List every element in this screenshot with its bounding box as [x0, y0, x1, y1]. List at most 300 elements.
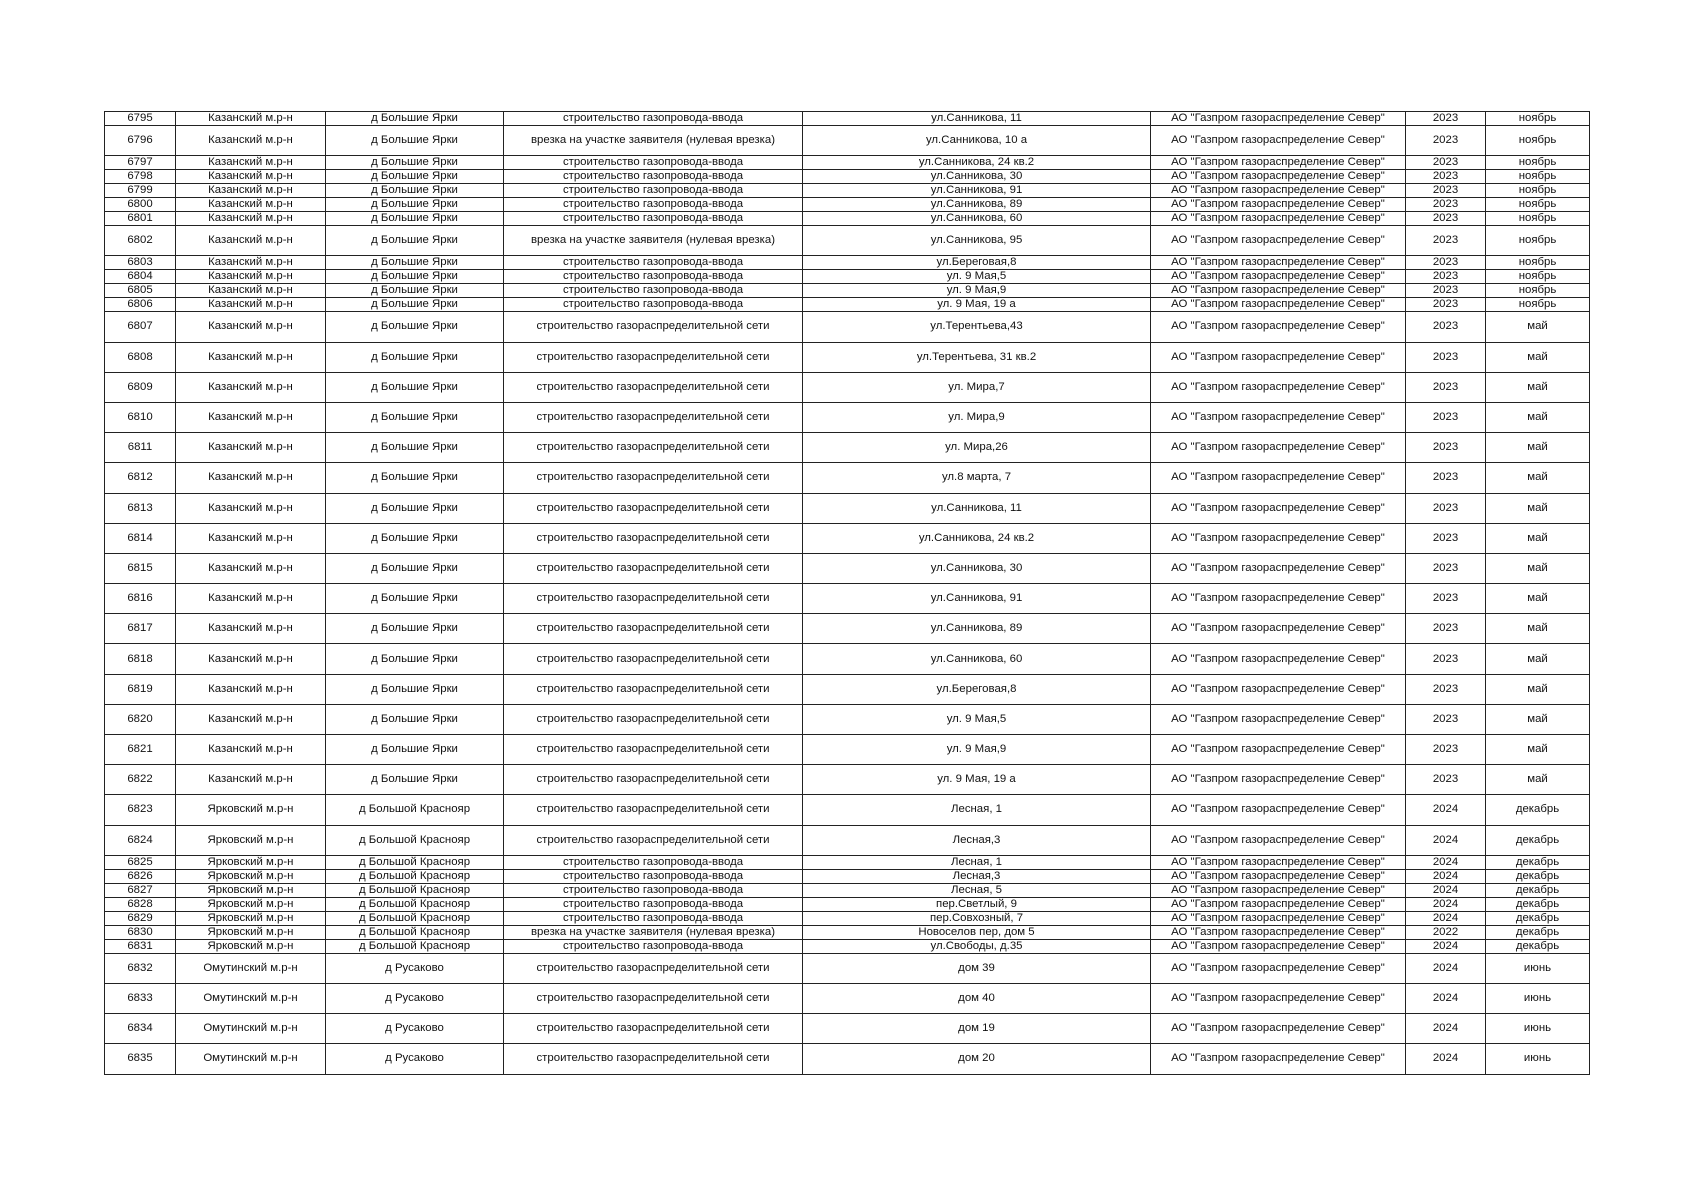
organization-cell: АО "Газпром газораспределение Север" — [1151, 126, 1406, 156]
row-number-cell: 6829 — [105, 911, 176, 925]
address-cell: ул.Терентьева, 31 кв.2 — [803, 342, 1151, 372]
table-row — [105, 212, 1590, 226]
district-cell: Казанский м.р-н — [176, 112, 326, 126]
row-number-cell: 6803 — [105, 256, 176, 270]
district-cell: Казанский м.р-н — [176, 523, 326, 553]
district-cell: Ярковский м.р-н — [176, 939, 326, 953]
address-cell: Новоселов пер, дом 5 — [803, 925, 1151, 939]
table-row — [105, 735, 1590, 765]
table-body — [105, 112, 1590, 1075]
month-cell: май — [1486, 463, 1590, 493]
month-cell: май — [1486, 402, 1590, 432]
month-cell: декабрь — [1486, 925, 1590, 939]
address-cell: ул.Санникова, 60 — [803, 644, 1151, 674]
row-number-cell: 6832 — [105, 953, 176, 983]
settlement-cell: д Большие Ярки — [326, 523, 504, 553]
work-type-cell: строительство газопровода-ввода — [504, 212, 803, 226]
year-cell: 2023 — [1406, 112, 1486, 126]
settlement-cell: д Большие Ярки — [326, 212, 504, 226]
year-cell: 2023 — [1406, 298, 1486, 312]
district-cell: Казанский м.р-н — [176, 433, 326, 463]
year-cell: 2023 — [1406, 463, 1486, 493]
year-cell: 2023 — [1406, 126, 1486, 156]
district-cell: Омутинский м.р-н — [176, 983, 326, 1013]
settlement-cell: д Большие Ярки — [326, 156, 504, 170]
table-row — [105, 911, 1590, 925]
year-cell: 2023 — [1406, 614, 1486, 644]
row-number-cell: 6800 — [105, 198, 176, 212]
table-row — [105, 795, 1590, 825]
district-cell: Казанский м.р-н — [176, 644, 326, 674]
work-type-cell: строительство газораспределительной сети — [504, 372, 803, 402]
settlement-cell: д Большие Ярки — [326, 312, 504, 342]
settlement-cell: д Большие Ярки — [326, 614, 504, 644]
gas-connection-table — [104, 111, 1590, 1075]
address-cell: ул.Санникова, 91 — [803, 584, 1151, 614]
organization-cell: АО "Газпром газораспределение Север" — [1151, 184, 1406, 198]
district-cell: Казанский м.р-н — [176, 170, 326, 184]
address-cell: ул.Санникова, 30 — [803, 170, 1151, 184]
district-cell: Казанский м.р-н — [176, 553, 326, 583]
work-type-cell: строительство газораспределительной сети — [504, 402, 803, 432]
address-cell: ул.Свободы, д.35 — [803, 939, 1151, 953]
settlement-cell: д Большой Краснояр — [326, 869, 504, 883]
address-cell: ул. 9 Мая,5 — [803, 704, 1151, 734]
row-number-cell: 6801 — [105, 212, 176, 226]
district-cell: Ярковский м.р-н — [176, 883, 326, 897]
district-cell: Казанский м.р-н — [176, 156, 326, 170]
address-cell: Лесная, 5 — [803, 883, 1151, 897]
work-type-cell: строительство газораспределительной сети — [504, 614, 803, 644]
table-row — [105, 939, 1590, 953]
month-cell: май — [1486, 312, 1590, 342]
work-type-cell: строительство газораспределительной сети — [504, 463, 803, 493]
month-cell: ноябрь — [1486, 270, 1590, 284]
work-type-cell: строительство газораспределительной сети — [504, 644, 803, 674]
year-cell: 2023 — [1406, 523, 1486, 553]
organization-cell: АО "Газпром газораспределение Север" — [1151, 644, 1406, 674]
address-cell: дом 19 — [803, 1014, 1151, 1044]
settlement-cell: д Большие Ярки — [326, 493, 504, 523]
settlement-cell: д Большие Ярки — [326, 298, 504, 312]
organization-cell: АО "Газпром газораспределение Север" — [1151, 925, 1406, 939]
organization-cell: АО "Газпром газораспределение Север" — [1151, 869, 1406, 883]
row-number-cell: 6828 — [105, 897, 176, 911]
year-cell: 2023 — [1406, 584, 1486, 614]
work-type-cell: строительство газопровода-ввода — [504, 156, 803, 170]
table-row — [105, 614, 1590, 644]
settlement-cell: д Большие Ярки — [326, 433, 504, 463]
work-type-cell: строительство газопровода-ввода — [504, 298, 803, 312]
table-row — [105, 402, 1590, 432]
settlement-cell: д Русаково — [326, 1044, 504, 1074]
month-cell: июнь — [1486, 1014, 1590, 1044]
work-type-cell: врезка на участке заявителя (нулевая врезка) — [504, 226, 803, 256]
organization-cell: АО "Газпром газораспределение Север" — [1151, 372, 1406, 402]
month-cell: декабрь — [1486, 883, 1590, 897]
month-cell: май — [1486, 674, 1590, 704]
organization-cell: АО "Газпром газораспределение Север" — [1151, 433, 1406, 463]
year-cell: 2024 — [1406, 939, 1486, 953]
row-number-cell: 6804 — [105, 270, 176, 284]
address-cell: ул. 9 Мая, 19 а — [803, 298, 1151, 312]
organization-cell: АО "Газпром газораспределение Север" — [1151, 674, 1406, 704]
year-cell: 2023 — [1406, 212, 1486, 226]
table-row — [105, 644, 1590, 674]
row-number-cell: 6806 — [105, 298, 176, 312]
district-cell: Омутинский м.р-н — [176, 953, 326, 983]
row-number-cell: 6808 — [105, 342, 176, 372]
row-number-cell: 6812 — [105, 463, 176, 493]
month-cell: май — [1486, 372, 1590, 402]
row-number-cell: 6831 — [105, 939, 176, 953]
month-cell: ноябрь — [1486, 298, 1590, 312]
organization-cell: АО "Газпром газораспределение Север" — [1151, 112, 1406, 126]
row-number-cell: 6807 — [105, 312, 176, 342]
address-cell: ул.Санникова, 60 — [803, 212, 1151, 226]
address-cell: дом 20 — [803, 1044, 1151, 1074]
row-number-cell: 6809 — [105, 372, 176, 402]
address-cell: ул.Санникова, 10 а — [803, 126, 1151, 156]
month-cell: ноябрь — [1486, 212, 1590, 226]
district-cell: Казанский м.р-н — [176, 126, 326, 156]
work-type-cell: строительство газораспределительной сети — [504, 493, 803, 523]
address-cell: ул. 9 Мая,5 — [803, 270, 1151, 284]
row-number-cell: 6830 — [105, 925, 176, 939]
month-cell: май — [1486, 735, 1590, 765]
address-cell: ул.8 марта, 7 — [803, 463, 1151, 493]
row-number-cell: 6810 — [105, 402, 176, 432]
row-number-cell: 6824 — [105, 825, 176, 855]
table-row — [105, 270, 1590, 284]
district-cell: Казанский м.р-н — [176, 184, 326, 198]
settlement-cell: д Русаково — [326, 953, 504, 983]
address-cell: Лесная,3 — [803, 869, 1151, 883]
table-row — [105, 883, 1590, 897]
address-cell: ул.Санникова, 11 — [803, 493, 1151, 523]
table-row — [105, 1044, 1590, 1074]
table-row — [105, 897, 1590, 911]
year-cell: 2023 — [1406, 433, 1486, 463]
settlement-cell: д Большой Краснояр — [326, 911, 504, 925]
month-cell: ноябрь — [1486, 126, 1590, 156]
table-row — [105, 156, 1590, 170]
table-row — [105, 463, 1590, 493]
district-cell: Казанский м.р-н — [176, 372, 326, 402]
district-cell: Казанский м.р-н — [176, 226, 326, 256]
settlement-cell: д Большие Ярки — [326, 584, 504, 614]
organization-cell: АО "Газпром газораспределение Север" — [1151, 226, 1406, 256]
work-type-cell: строительство газопровода-ввода — [504, 270, 803, 284]
district-cell: Казанский м.р-н — [176, 298, 326, 312]
organization-cell: АО "Газпром газораспределение Север" — [1151, 883, 1406, 897]
row-number-cell: 6834 — [105, 1014, 176, 1044]
address-cell: Лесная, 1 — [803, 855, 1151, 869]
address-cell: Лесная, 1 — [803, 795, 1151, 825]
table-row — [105, 869, 1590, 883]
address-cell: Лесная,3 — [803, 825, 1151, 855]
month-cell: декабрь — [1486, 869, 1590, 883]
year-cell: 2023 — [1406, 170, 1486, 184]
row-number-cell: 6811 — [105, 433, 176, 463]
work-type-cell: строительство газораспределительной сети — [504, 795, 803, 825]
row-number-cell: 6827 — [105, 883, 176, 897]
settlement-cell: д Большой Краснояр — [326, 939, 504, 953]
settlement-cell: д Большие Ярки — [326, 704, 504, 734]
row-number-cell: 6823 — [105, 795, 176, 825]
settlement-cell: д Большой Краснояр — [326, 883, 504, 897]
row-number-cell: 6796 — [105, 126, 176, 156]
work-type-cell: строительство газопровода-ввода — [504, 112, 803, 126]
table-row — [105, 112, 1590, 126]
address-cell: ул.Санникова, 24 кв.2 — [803, 523, 1151, 553]
settlement-cell: д Большие Ярки — [326, 463, 504, 493]
year-cell: 2023 — [1406, 493, 1486, 523]
settlement-cell: д Большой Краснояр — [326, 925, 504, 939]
work-type-cell: строительство газораспределительной сети — [504, 433, 803, 463]
settlement-cell: д Большие Ярки — [326, 256, 504, 270]
district-cell: Омутинский м.р-н — [176, 1014, 326, 1044]
row-number-cell: 6825 — [105, 855, 176, 869]
month-cell: ноябрь — [1486, 226, 1590, 256]
address-cell: ул. 9 Мая,9 — [803, 284, 1151, 298]
work-type-cell: строительство газораспределительной сети — [504, 553, 803, 583]
settlement-cell: д Большие Ярки — [326, 184, 504, 198]
month-cell: май — [1486, 765, 1590, 795]
row-number-cell: 6805 — [105, 284, 176, 298]
table-row — [105, 584, 1590, 614]
row-number-cell: 6798 — [105, 170, 176, 184]
month-cell: ноябрь — [1486, 284, 1590, 298]
table-row — [105, 765, 1590, 795]
table-row — [105, 704, 1590, 734]
district-cell: Казанский м.р-н — [176, 312, 326, 342]
row-number-cell: 6821 — [105, 735, 176, 765]
table-row — [105, 953, 1590, 983]
address-cell: ул. 9 Мая,9 — [803, 735, 1151, 765]
work-type-cell: строительство газопровода-ввода — [504, 911, 803, 925]
table-row — [105, 226, 1590, 256]
month-cell: июнь — [1486, 1044, 1590, 1074]
table-row — [105, 1014, 1590, 1044]
row-number-cell: 6814 — [105, 523, 176, 553]
organization-cell: АО "Газпром газораспределение Север" — [1151, 342, 1406, 372]
settlement-cell: д Большие Ярки — [326, 674, 504, 704]
settlement-cell: д Русаково — [326, 1014, 504, 1044]
district-cell: Казанский м.р-н — [176, 765, 326, 795]
settlement-cell: д Большие Ярки — [326, 112, 504, 126]
table-row — [105, 925, 1590, 939]
address-cell: ул.Береговая,8 — [803, 674, 1151, 704]
month-cell: ноябрь — [1486, 256, 1590, 270]
work-type-cell: строительство газораспределительной сети — [504, 1014, 803, 1044]
month-cell: май — [1486, 614, 1590, 644]
work-type-cell: строительство газораспределительной сети — [504, 983, 803, 1013]
organization-cell: АО "Газпром газораспределение Север" — [1151, 170, 1406, 184]
month-cell: май — [1486, 584, 1590, 614]
address-cell: пер.Совхозный, 7 — [803, 911, 1151, 925]
work-type-cell: строительство газопровода-ввода — [504, 855, 803, 869]
address-cell: ул.Береговая,8 — [803, 256, 1151, 270]
month-cell: май — [1486, 342, 1590, 372]
row-number-cell: 6822 — [105, 765, 176, 795]
month-cell: ноябрь — [1486, 112, 1590, 126]
organization-cell: АО "Газпром газораспределение Север" — [1151, 312, 1406, 342]
year-cell: 2023 — [1406, 644, 1486, 674]
month-cell: ноябрь — [1486, 170, 1590, 184]
address-cell: ул. Мира,7 — [803, 372, 1151, 402]
table-row — [105, 312, 1590, 342]
district-cell: Ярковский м.р-н — [176, 897, 326, 911]
organization-cell: АО "Газпром газораспределение Север" — [1151, 156, 1406, 170]
year-cell: 2024 — [1406, 869, 1486, 883]
year-cell: 2022 — [1406, 925, 1486, 939]
year-cell: 2023 — [1406, 372, 1486, 402]
district-cell: Ярковский м.р-н — [176, 925, 326, 939]
district-cell: Казанский м.р-н — [176, 493, 326, 523]
organization-cell: АО "Газпром газораспределение Север" — [1151, 1014, 1406, 1044]
organization-cell: АО "Газпром газораспределение Север" — [1151, 983, 1406, 1013]
year-cell: 2024 — [1406, 897, 1486, 911]
organization-cell: АО "Газпром газораспределение Север" — [1151, 523, 1406, 553]
district-cell: Казанский м.р-н — [176, 284, 326, 298]
settlement-cell: д Большие Ярки — [326, 198, 504, 212]
work-type-cell: строительство газораспределительной сети — [504, 953, 803, 983]
month-cell: июнь — [1486, 983, 1590, 1013]
organization-cell: АО "Газпром газораспределение Север" — [1151, 795, 1406, 825]
row-number-cell: 6817 — [105, 614, 176, 644]
year-cell: 2024 — [1406, 1044, 1486, 1074]
month-cell: май — [1486, 493, 1590, 523]
organization-cell: АО "Газпром газораспределение Север" — [1151, 911, 1406, 925]
address-cell: дом 40 — [803, 983, 1151, 1013]
district-cell: Казанский м.р-н — [176, 402, 326, 432]
work-type-cell: строительство газораспределительной сети — [504, 1044, 803, 1074]
table-row — [105, 674, 1590, 704]
year-cell: 2024 — [1406, 855, 1486, 869]
month-cell: май — [1486, 644, 1590, 674]
address-cell: ул. Мира,9 — [803, 402, 1151, 432]
year-cell: 2023 — [1406, 198, 1486, 212]
district-cell: Казанский м.р-н — [176, 584, 326, 614]
organization-cell: АО "Газпром газораспределение Север" — [1151, 939, 1406, 953]
month-cell: июнь — [1486, 953, 1590, 983]
settlement-cell: д Большие Ярки — [326, 342, 504, 372]
district-cell: Ярковский м.р-н — [176, 869, 326, 883]
settlement-cell: д Большие Ярки — [326, 765, 504, 795]
settlement-cell: д Русаково — [326, 983, 504, 1013]
row-number-cell: 6826 — [105, 869, 176, 883]
table-row — [105, 184, 1590, 198]
organization-cell: АО "Газпром газораспределение Север" — [1151, 953, 1406, 983]
month-cell: май — [1486, 523, 1590, 553]
organization-cell: АО "Газпром газораспределение Север" — [1151, 463, 1406, 493]
organization-cell: АО "Газпром газораспределение Север" — [1151, 614, 1406, 644]
month-cell: ноябрь — [1486, 156, 1590, 170]
work-type-cell: строительство газораспределительной сети — [504, 342, 803, 372]
year-cell: 2024 — [1406, 1014, 1486, 1044]
work-type-cell: строительство газопровода-ввода — [504, 869, 803, 883]
work-type-cell: строительство газопровода-ввода — [504, 939, 803, 953]
address-cell: ул. Мира,26 — [803, 433, 1151, 463]
table-row — [105, 825, 1590, 855]
row-number-cell: 6819 — [105, 674, 176, 704]
district-cell: Казанский м.р-н — [176, 270, 326, 284]
organization-cell: АО "Газпром газораспределение Север" — [1151, 584, 1406, 614]
work-type-cell: строительство газораспределительной сети — [504, 735, 803, 765]
district-cell: Ярковский м.р-н — [176, 825, 326, 855]
table-row — [105, 553, 1590, 583]
address-cell: ул.Санникова, 24 кв.2 — [803, 156, 1151, 170]
year-cell: 2023 — [1406, 704, 1486, 734]
address-cell: ул.Санникова, 91 — [803, 184, 1151, 198]
settlement-cell: д Большой Краснояр — [326, 897, 504, 911]
district-cell: Казанский м.р-н — [176, 735, 326, 765]
year-cell: 2023 — [1406, 226, 1486, 256]
work-type-cell: строительство газопровода-ввода — [504, 256, 803, 270]
year-cell: 2024 — [1406, 983, 1486, 1013]
row-number-cell: 6797 — [105, 156, 176, 170]
table-row — [105, 342, 1590, 372]
table-row — [105, 493, 1590, 523]
work-type-cell: строительство газораспределительной сети — [504, 825, 803, 855]
year-cell: 2023 — [1406, 156, 1486, 170]
address-cell: дом 39 — [803, 953, 1151, 983]
district-cell: Казанский м.р-н — [176, 198, 326, 212]
year-cell: 2023 — [1406, 765, 1486, 795]
district-cell: Казанский м.р-н — [176, 463, 326, 493]
organization-cell: АО "Газпром газораспределение Север" — [1151, 765, 1406, 795]
address-cell: ул. 9 Мая, 19 а — [803, 765, 1151, 795]
organization-cell: АО "Газпром газораспределение Север" — [1151, 284, 1406, 298]
row-number-cell: 6835 — [105, 1044, 176, 1074]
month-cell: ноябрь — [1486, 198, 1590, 212]
organization-cell: АО "Газпром газораспределение Север" — [1151, 704, 1406, 734]
month-cell: ноябрь — [1486, 184, 1590, 198]
organization-cell: АО "Газпром газораспределение Север" — [1151, 553, 1406, 583]
year-cell: 2023 — [1406, 735, 1486, 765]
work-type-cell: строительство газопровода-ввода — [504, 198, 803, 212]
organization-cell: АО "Газпром газораспределение Север" — [1151, 212, 1406, 226]
table-row — [105, 983, 1590, 1013]
district-cell: Ярковский м.р-н — [176, 911, 326, 925]
organization-cell: АО "Газпром газораспределение Север" — [1151, 1044, 1406, 1074]
district-cell: Казанский м.р-н — [176, 704, 326, 734]
organization-cell: АО "Газпром газораспределение Север" — [1151, 198, 1406, 212]
district-cell: Омутинский м.р-н — [176, 1044, 326, 1074]
work-type-cell: строительство газопровода-ввода — [504, 883, 803, 897]
district-cell: Казанский м.р-н — [176, 256, 326, 270]
table-row — [105, 126, 1590, 156]
month-cell: декабрь — [1486, 911, 1590, 925]
year-cell: 2023 — [1406, 674, 1486, 704]
district-cell: Казанский м.р-н — [176, 342, 326, 372]
work-type-cell: строительство газопровода-ввода — [504, 184, 803, 198]
month-cell: декабрь — [1486, 825, 1590, 855]
year-cell: 2023 — [1406, 184, 1486, 198]
organization-cell: АО "Газпром газораспределение Север" — [1151, 298, 1406, 312]
row-number-cell: 6815 — [105, 553, 176, 583]
work-type-cell: строительство газораспределительной сети — [504, 704, 803, 734]
settlement-cell: д Большие Ярки — [326, 735, 504, 765]
year-cell: 2024 — [1406, 795, 1486, 825]
year-cell: 2023 — [1406, 402, 1486, 432]
month-cell: декабрь — [1486, 897, 1590, 911]
row-number-cell: 6813 — [105, 493, 176, 523]
year-cell: 2023 — [1406, 312, 1486, 342]
address-cell: ул.Санникова, 11 — [803, 112, 1151, 126]
settlement-cell: д Большие Ярки — [326, 553, 504, 583]
